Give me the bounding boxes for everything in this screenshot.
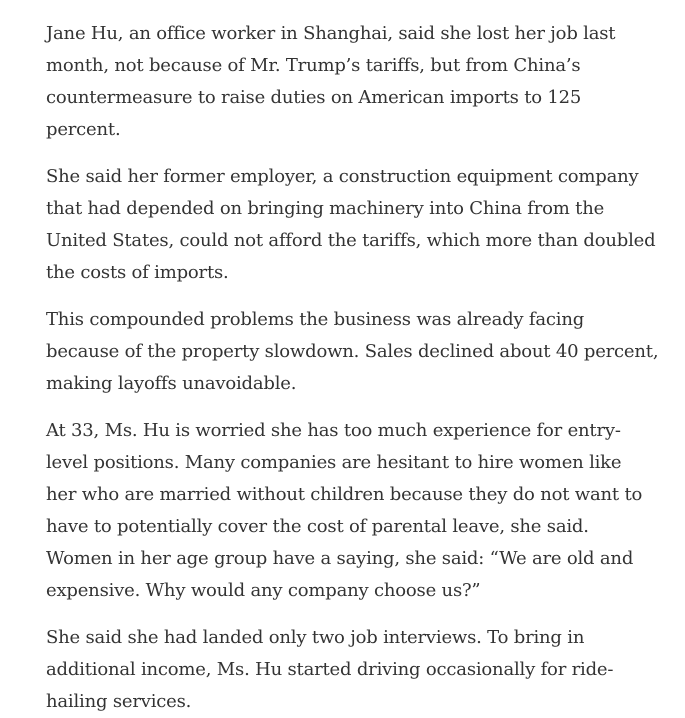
text-line: have to potentially cover the cost of parental leave, she said.: [46, 516, 589, 537]
paragraph-2: [46, 161, 655, 289]
text-line: She said she had landed only two job interviews. To bring in: [46, 627, 585, 648]
text-line: her who are married without children because they do not want to: [46, 484, 643, 505]
text-line: percent.: [46, 119, 121, 140]
text-line: hailing services.: [46, 691, 192, 712]
text-line: She said her former employer, a construction equipment company: [46, 166, 639, 187]
paragraph-3: [46, 304, 659, 400]
paragraph-4: [46, 415, 655, 607]
paragraph-1: [46, 18, 655, 146]
text-line: additional income, Ms. Hu started driving occasionally for ride-: [46, 659, 614, 680]
text-line: Jane Hu, an office worker in Shanghai, said she lost her job last: [46, 23, 616, 44]
text-line: This compounded problems the business was already facing: [46, 309, 585, 330]
text-line: At 33, Ms. Hu is worried she has too much experience for entry-: [46, 420, 621, 441]
text-line: that had depended on bringing machinery into China from the: [46, 198, 605, 219]
text-line: because of the property slowdown. Sales declined about 40 percent,: [46, 341, 659, 362]
text-line: making layoffs unavoidable.: [46, 373, 297, 394]
text-line: United States, could not afford the tariffs, which more than doubled: [46, 230, 656, 251]
text-line: expensive. Why would any company choose us?”: [46, 580, 481, 601]
text-line: countermeasure to raise duties on American imports to 125: [46, 87, 582, 108]
text-line: Women in her age group have a saying, she said: “We are old and: [46, 548, 634, 569]
text-line: the costs of imports.: [46, 262, 229, 283]
paragraph-5: [46, 622, 655, 718]
text-line: month, not because of Mr. Trump’s tariffs, but from China’s: [46, 55, 581, 76]
text-line: level positions. Many companies are hesitant to hire women like: [46, 452, 622, 473]
